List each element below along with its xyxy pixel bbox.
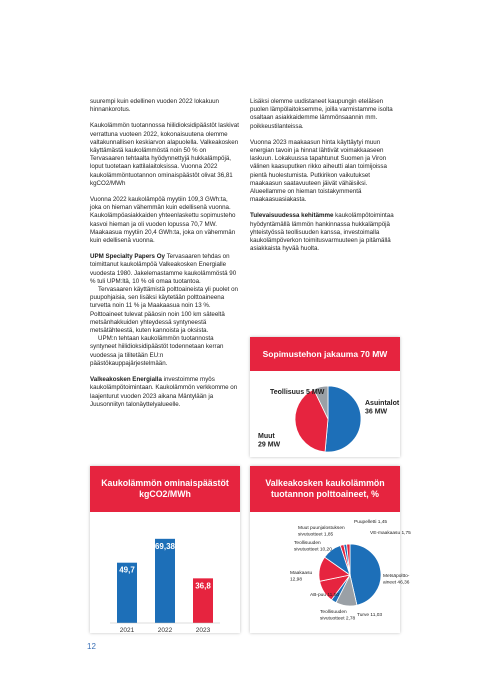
slice-label: Teollisuuden	[320, 610, 347, 615]
paragraph: Lisäksi olemme uudistaneet kaupungin eteläisen puolen lämpölaitoksemme, joilla varmistamme isolta osaltaan asiakkaidemme lämmönsaannin mm. poikkeustilanteissa.	[250, 98, 393, 130]
slice-label: Muut puunjalostuksen	[298, 526, 345, 531]
emission-bar-chart	[90, 512, 240, 633]
paragraph-text: kaukolämpötoimintaa hyödyntämällä lämmön hankinnassa hukkalämpöjä yhteistyössä teollisuuden kanssa, investoimalla kaukolämpöverkon toimitusvarmuuteen ja pitämällä asiakkaista hyvää huolta.	[250, 212, 394, 253]
chart-title: Kaukolämmön ominaispäästöt kgCO2/MWh	[90, 466, 240, 512]
company-name: UPM Specialty Papers Oy	[90, 253, 165, 261]
slice-label: 29 MW	[258, 441, 281, 449]
contract-capacity-chart-card	[250, 337, 400, 457]
slice-label: Maakaasu	[290, 571, 313, 576]
slice-label: AB-puu 11,50	[310, 593, 339, 598]
bar	[155, 539, 175, 623]
slice-label: 12,98	[290, 577, 303, 583]
slice-label: VE-maakaasu 1,75	[370, 531, 411, 536]
left-text-column	[90, 98, 240, 417]
slice-label: Turve 11,03	[357, 613, 383, 618]
paragraph	[90, 253, 240, 286]
capacity-pie-slice	[325, 386, 361, 452]
paragraph	[90, 376, 240, 409]
fuels-chart-card	[250, 466, 411, 633]
paragraph: suurempi kuin edellinen vuoden 2022 lokakuun hinnankorotus.	[90, 98, 219, 114]
slice-label: 36 MW	[365, 408, 388, 416]
paragraph: UPM:n tehtaan kaukolämmön tuotannosta syntyneet hiilidioksidipäästöt todennetaan kerran vuodessa ja tilitetään EU:n päästökauppajärjestelmään.	[90, 335, 224, 367]
highlight-lead: Tulevaisuudessa kehitämme	[250, 212, 334, 220]
bar-value-label: 69,38	[154, 541, 176, 551]
paragraph: Vuonna 2022 kaukolämpöä myytiin 109,3 GWh:ta, joka on hieman vähemmän kuin edellisenä vuonna. Kaukolämpöasiakkaiden yhteenlaskettu sopimusteho kasvoi hieman ja oli vuoden lopussa 70,7 MW. Maakaasua myytiin 20,4 GWh:ta, joka on vähemmän kuin edellisenä vuonna.	[90, 196, 236, 245]
slice-label: sivutuotteet 10,20	[294, 547, 332, 553]
bar-value-label: 49,7	[119, 565, 135, 575]
paragraph: Kaukolämmön tuotannossa hiilidioksidipäästöt laskivat verrattuna vuoteen 2022, kokonaisuutena olemme valtakunnallisen keskiarvon alapuolella. Valkeakosken käyttämästä kaukolämmöstä noin 50 % on Tervasaaren tehtaalta hyödynnettyjä hukkalämpöjä, loput tuotetaan kattilalaitoksissa. Vuonna 2022 kaukolämmöntuotannon ominaispäästöt olivat 36,81 kgCO2/MWh	[90, 122, 239, 187]
paragraph	[250, 212, 398, 253]
x-tick-label: 2023	[195, 627, 211, 634]
slice-label: Metsäpoltto-	[383, 574, 410, 579]
chart-title: Valkeakosken kaukolämmön tuotannon polttoaineet, %	[250, 466, 400, 512]
contract-capacity-pie-chart	[250, 371, 400, 457]
slice-label: Asuintalot	[365, 400, 400, 407]
slice-label: Muut	[258, 433, 275, 440]
company-name: Valkeakosken Energialla	[90, 376, 162, 384]
x-tick-label: 2021	[119, 627, 135, 634]
paragraph: Vuonna 2023 maakaasun hinta käyttäytyi muun energian tavoin ja hinnat lähtivät voimakkaaseen laskuun. Lokakuussa tapahtunut Suomen ja Viron välinen kaasuputken rikko aiheutti alan toimijoissa pientä huolestumista. Putkirikon vaikutukset maakaasun saatavuuteen jäivät vähäisiksi. Alueellamme on hieman toistakymmentä maakaasuasiakasta.	[250, 138, 387, 204]
page-number: 12	[87, 642, 96, 651]
chart-title: Sopimustehon jakauma 70 MW	[250, 337, 400, 371]
fuels-pie-chart	[250, 512, 411, 633]
slice-label: sivutuotteet 2,78	[320, 616, 356, 622]
emission-chart-card	[90, 466, 240, 633]
paragraph-text: Tervasaaren tehdas on toimittanut kaukolämpöä Valkeakosken Energialle vuodesta 1980. Jakelemastamme kaukolämmöstä 90 % tuli UPM:ltä, 10 % oli omaa tuotantoa.	[90, 253, 237, 285]
paragraph: Tervasaaren käyttämistä polttoaineista yli puolet on puupohjaisia, sen lisäksi käytetään polttoaineena turvetta noin 11 % ja Maakaasua noin 13 %. Polttoaineet tulevat pääosin noin 100 km säteeltä metsänhakkuiden yhteydessä syntyneestä metsätähteestä, kuten kannoista ja oksista.	[90, 286, 238, 335]
paragraph-text: investoimme myös kaukolämpötoimintaan. Kaukolämmön verkkomme on laajenturut vuoden 2023 aikana Mäntylään ja Juusonniityn talonäyttelyalueelle.	[90, 376, 238, 408]
slice-label: Teollisuus 5 MW	[270, 389, 325, 396]
x-tick-label: 2022	[157, 627, 173, 634]
slice-label: aineet 46,36	[383, 580, 410, 586]
right-text-column	[250, 98, 398, 261]
slice-label: Puupelletti 1,45	[354, 520, 388, 525]
bar-value-label: 36,8	[195, 581, 211, 591]
slice-label: sivutuotteet 1,85	[298, 532, 334, 538]
slice-label: Teollisuuden	[294, 541, 321, 546]
